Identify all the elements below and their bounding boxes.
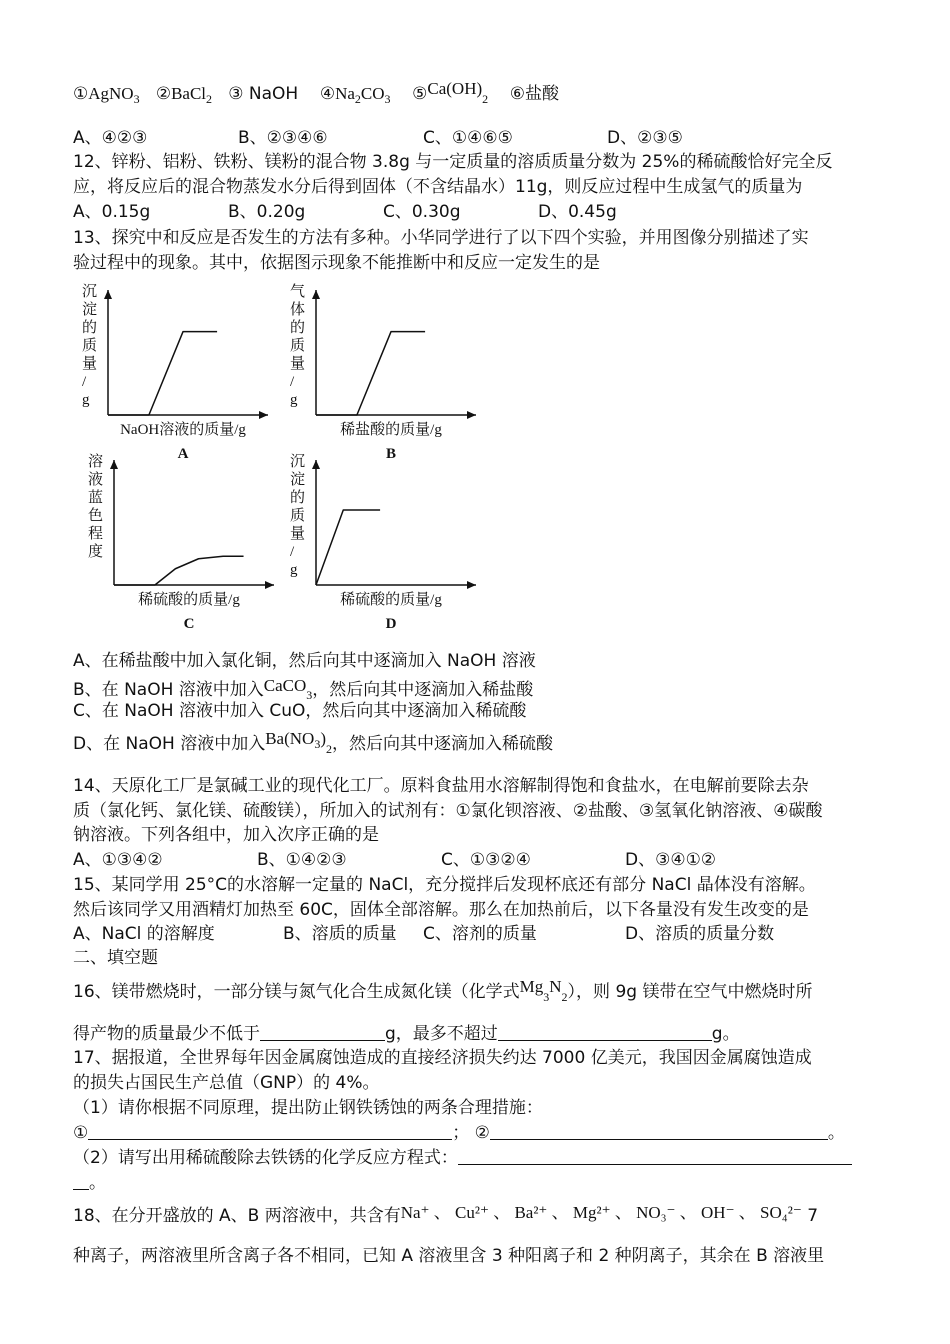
y-axis-arrow — [110, 460, 118, 469]
series-line — [114, 556, 244, 585]
x-axis-label: 稀硫酸的质量/g — [340, 592, 442, 608]
chart-d — [290, 450, 500, 640]
q17-sub2: （2）请写出用稀硫酸除去铁锈的化学反应方程式： — [73, 1146, 852, 1170]
q13-option-c: C、在 NaOH 溶液中加入 CuO，然后向其中逐滴加入稀硫酸 — [73, 701, 527, 721]
q14-line2: 质（氯化钙、氯化镁、硫酸镁），所加入的试剂有：①氯化钡溶液、②盐酸、③氢氧化钠溶液、④碳酸 — [73, 801, 823, 821]
x-axis-arrow — [259, 411, 268, 419]
q18-line2: 种离子，两溶液里所含离子各不相同，已知 A 溶液里含 3 种阳离子和 2 种阴离子，其余在 B 溶液里 — [73, 1246, 825, 1266]
option-d: D、溶质的质量分数 — [625, 924, 775, 944]
option-d: D、0.45g — [538, 202, 617, 222]
y-axis-label-char: 质 — [290, 338, 306, 354]
y-axis-label-char: / — [290, 374, 295, 390]
q13-option-b: B、在 NaOH 溶液中加入CaCO$_3$，然后向其中逐滴加入稀盐酸 — [73, 676, 534, 702]
option-a: A、④②③ — [73, 128, 148, 148]
y-axis-arrow — [104, 290, 112, 299]
chart-letter: A — [177, 446, 189, 462]
y-axis-label-char: 淀 — [290, 472, 306, 488]
chart-b — [290, 280, 500, 470]
q15-options — [73, 922, 774, 946]
option-d: D、②③⑤ — [607, 128, 683, 148]
y-axis-label-char: 度 — [88, 544, 104, 560]
y-axis-label-char: 量 — [290, 356, 306, 372]
option-c: C、①④⑥⑤ — [423, 128, 513, 148]
q17-sub1: （1）请你根据不同原理，提出防止钢铁锈蚀的两条合理措施： — [73, 1098, 543, 1118]
q13-line2: 验过程中的现象。其中，依据图示现象不能推断中和反应一定发生的是 — [73, 253, 600, 273]
ion-list: Na⁺ 、 Cu²⁺ 、 Ba²⁺ 、 Mg²⁺ 、 NO₃⁻ 、 OH⁻ 、 SO₄²⁻ — [400, 1203, 802, 1222]
option-c: C、0.30g — [383, 202, 461, 222]
y-axis-label-char: / — [82, 374, 87, 390]
x-axis-arrow — [265, 581, 274, 589]
series-line — [316, 510, 380, 585]
y-axis-label-char: g — [290, 392, 298, 408]
option-b: B、①④②③ — [257, 850, 347, 870]
answer-blank-measure-2[interactable] — [490, 1122, 828, 1140]
x-axis-label: NaOH溶液的质量/g — [120, 422, 246, 438]
y-axis-arrow — [312, 460, 320, 469]
chart-c — [88, 450, 288, 640]
y-axis-label-char: 质 — [290, 508, 306, 524]
chart-letter: B — [385, 446, 397, 462]
option-a: A、①③④② — [73, 850, 163, 870]
y-axis-label-char: 的 — [290, 320, 306, 336]
q11-options — [73, 126, 683, 150]
section-heading: 二、填空题 — [73, 948, 158, 968]
y-axis-label-char: / — [290, 544, 295, 560]
q18-line1: 18、在分开盛放的 A、B 两溶液中，共含有Na⁺ 、 Cu²⁺ 、 Ba²⁺ 、 Mg²⁺ 、 NO₃⁻ 、 OH⁻ 、 SO₄²⁻ 7 — [73, 1203, 819, 1226]
x-axis-label: 稀盐酸的质量/g — [340, 422, 442, 438]
answer-blank-equation-cont[interactable] — [73, 1172, 89, 1190]
q13-option-a: A、在稀盐酸中加入氯化铜，然后向其中逐滴加入 NaOH 溶液 — [73, 651, 536, 671]
q17-sub2-cont: 。 — [73, 1171, 106, 1195]
q14-options — [73, 848, 716, 872]
chart-a — [82, 280, 272, 470]
y-axis-label-char: 色 — [88, 508, 104, 524]
y-axis-label-char: 量 — [290, 526, 306, 542]
q17-line1: 17、据报道，全世界每年因金属腐蚀造成的直接经济损失约达 7000 亿美元，我国因金属腐蚀造成 — [73, 1048, 812, 1068]
y-axis-label-char: 液 — [88, 472, 104, 488]
y-axis-label-char: 的 — [82, 320, 98, 336]
y-axis-label-char: 体 — [290, 302, 306, 318]
y-axis-arrow — [312, 290, 320, 299]
y-axis-label-char: 溶 — [88, 454, 104, 470]
x-axis-arrow — [467, 581, 476, 589]
q13-line1: 13、探究中和反应是否发生的方法有多种。小华同学进行了以下四个实验，并用图像分别描述了实 — [73, 228, 809, 248]
answer-blank-equation[interactable] — [458, 1147, 852, 1165]
q13-option-d: D、在 NaOH 溶液中加入$Ba(NO3)_2$，然后向其中逐滴加入稀硫酸 — [73, 729, 553, 756]
q11-choices: ①AgNO$_3$ ②BaCl$_2$ ③ NaOH $④Na_2CO_3$ $⑤Ca(OH)_2$ ⑥盐酸 — [73, 79, 560, 106]
answer-blank-max[interactable] — [498, 1023, 712, 1041]
q17-answers-1: ① ； ② 。 — [73, 1123, 845, 1143]
y-axis-label-char: 量 — [82, 356, 98, 372]
x-axis-arrow — [467, 411, 476, 419]
q14-line1: 14、天原化工厂是氯碱工业的现代化工厂。原料食盐用水溶解制得饱和食盐水，在电解前要除去杂 — [73, 776, 809, 796]
answer-blank-measure-1[interactable] — [88, 1122, 452, 1140]
q17-line2: 的损失占国民生产总值（GNP）的 4%。 — [73, 1073, 380, 1093]
option-b: B、溶质的质量 — [283, 924, 397, 944]
y-axis-label-char: 蓝 — [88, 490, 104, 506]
option-d: D、③④①② — [625, 850, 717, 870]
y-axis-label-char: g — [290, 562, 298, 578]
answer-blank-min[interactable] — [260, 1023, 385, 1041]
y-axis-label-char: 淀 — [82, 302, 98, 318]
option-b: B、②③④⑥ — [238, 128, 328, 148]
y-axis-label-char: 沉 — [290, 454, 306, 470]
chart-letter: D — [385, 616, 397, 632]
y-axis-label-char: 的 — [290, 490, 306, 506]
q15-line1: 15、某同学用 25°C的水溶解一定量的 NaCl，充分搅拌后发现杯底还有部分 NaCl 晶体没有溶解。 — [73, 875, 816, 895]
y-axis-label-char: 气 — [290, 284, 306, 300]
y-axis-label-char: g — [82, 392, 90, 408]
option-a: A、NaCl 的溶解度 — [73, 924, 215, 944]
option-c: C、溶剂的质量 — [423, 924, 537, 944]
option-c: C、①③②④ — [441, 850, 531, 870]
y-axis-label-char: 质 — [82, 338, 98, 354]
q15-line2: 然后该同学又用酒精灯加热至 60C，固体全部溶解。那么在加热前后，以下各量没有发生改变的是 — [73, 900, 809, 920]
q12-options — [73, 200, 617, 224]
y-axis-label-char: 沉 — [82, 284, 98, 300]
series-line — [108, 332, 217, 415]
x-axis-label: 稀硫酸的质量/g — [138, 592, 240, 608]
q14-line3: 钠溶液。下列各组中，加入次序正确的是 — [73, 825, 379, 845]
chart-letter: C — [183, 616, 195, 632]
option-a: A、0.15g — [73, 202, 151, 222]
q12-line2: 应，将反应后的混合物蒸发水分后得到固体（不含结晶水）11g，则反应过程中生成氢气的质量为 — [73, 177, 803, 197]
q16-line2: 得产物的质量最少不低于 g，最多不超过 g。 — [73, 1024, 740, 1044]
q16-line1: 16、镁带燃烧时，一部分镁与氮气化合生成氮化镁（化学式$Mg_3N_2$），则 9g 镁带在空气中燃烧时所 — [73, 977, 813, 1004]
option-b: B、0.20g — [228, 202, 306, 222]
q12-line1: 12、锌粉、铝粉、铁粉、镁粉的混合物 3.8g 与一定质量的溶质质量分数为 25%的稀硫酸恰好完全反 — [73, 152, 833, 172]
series-line — [316, 332, 425, 415]
y-axis-label-char: 程 — [88, 526, 104, 542]
